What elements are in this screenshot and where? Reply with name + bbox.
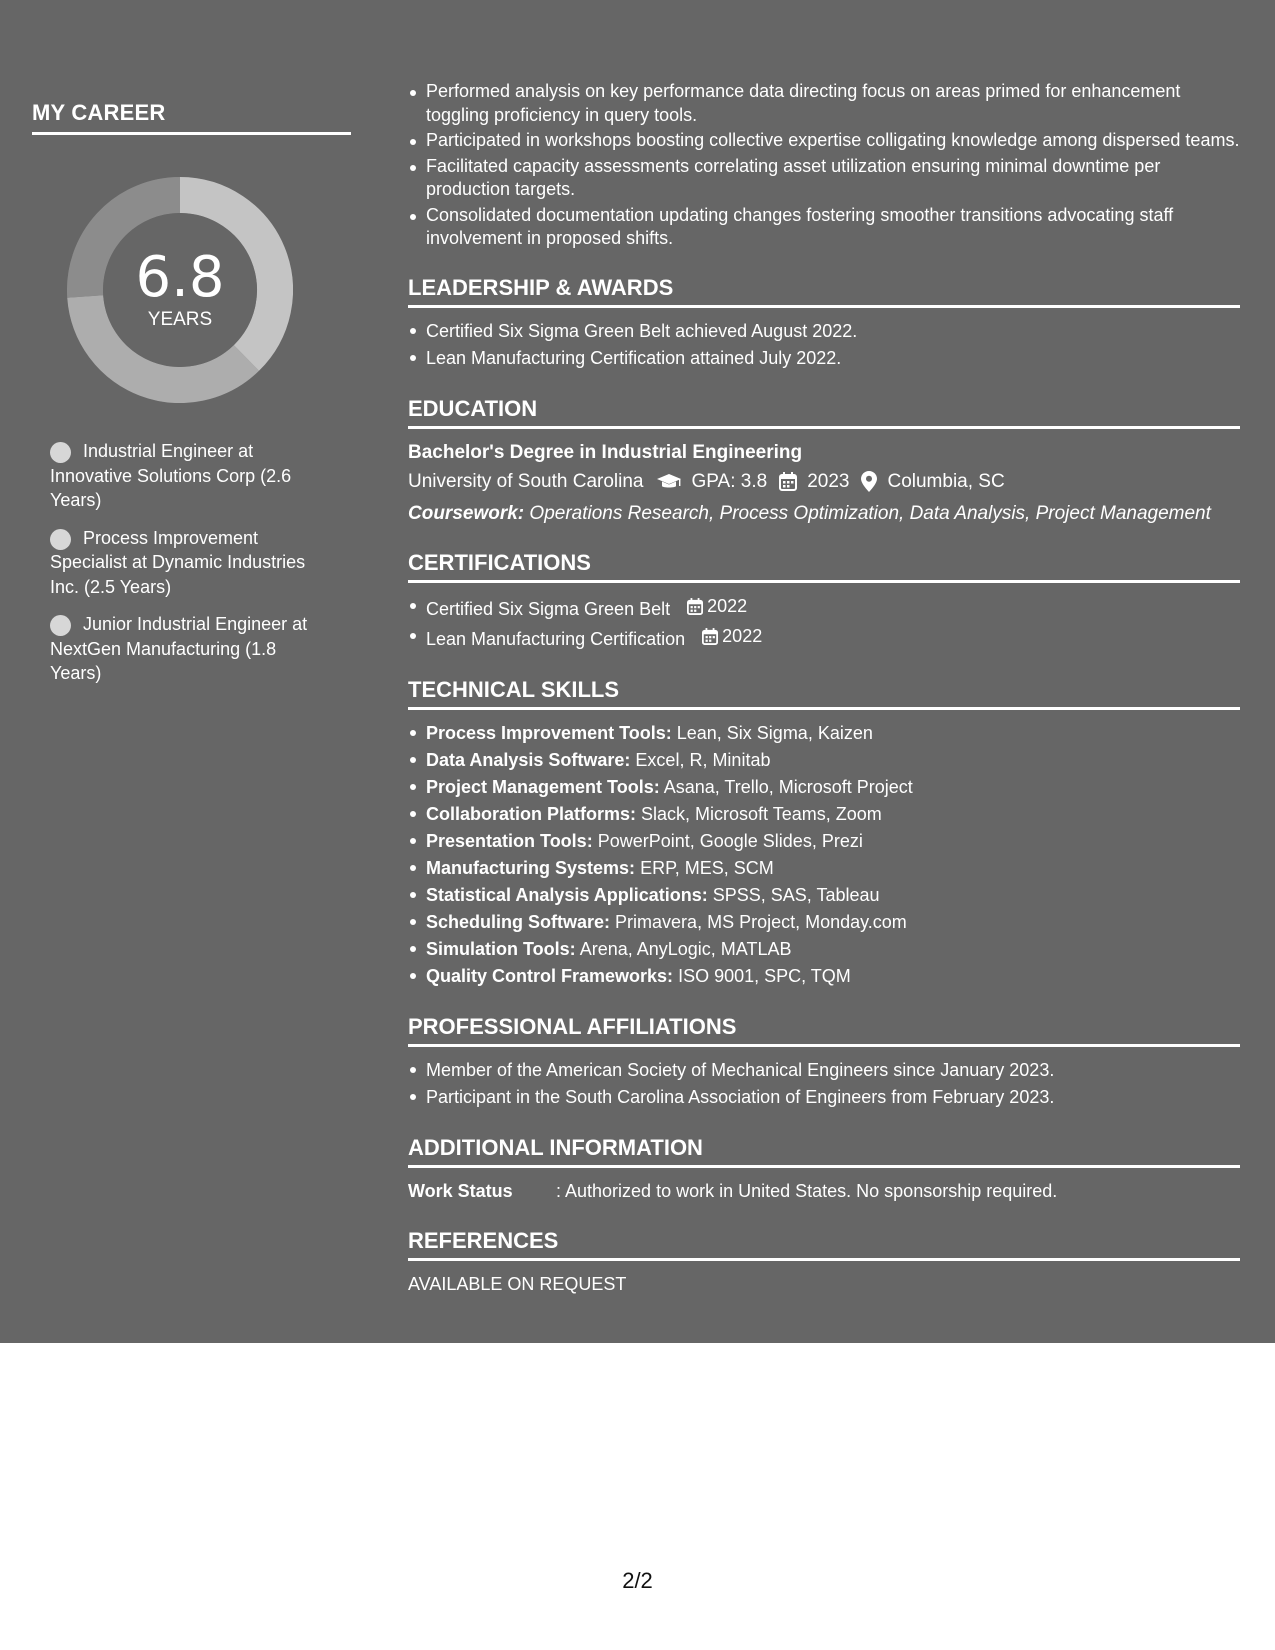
skill-item: Manufacturing Systems: ERP, MES, SCM	[426, 855, 1240, 882]
affiliations-section-title: PROFESSIONAL AFFILIATIONS	[408, 1014, 1240, 1047]
skill-item: Quality Control Frameworks: ISO 9001, SPC, TQM	[426, 963, 1240, 990]
education-location: Columbia, SC	[887, 470, 1005, 492]
legend-dot-icon	[50, 615, 71, 636]
leadership-list	[408, 318, 1240, 372]
certifications-list	[408, 593, 1240, 653]
skill-item: Statistical Analysis Applications: SPSS, SAS, Tableau	[426, 882, 1240, 909]
work-status-row	[408, 1178, 1240, 1204]
calendar-icon	[687, 598, 703, 615]
skill-item: Data Analysis Software: Excel, R, Minitab	[426, 747, 1240, 774]
experience-bullet: Participated in workshops boosting collective expertise colligating knowledge among dispersed teams.	[426, 129, 1240, 153]
skill-item: Presentation Tools: PowerPoint, Google Slides, Prezi	[426, 828, 1240, 855]
calendar-icon	[779, 472, 797, 491]
certification-name: Lean Manufacturing Certification	[426, 628, 686, 649]
skill-item: Scheduling Software: Primavera, MS Project, Monday.com	[426, 909, 1240, 936]
legend-dot-icon	[50, 442, 71, 463]
left-column	[32, 100, 351, 699]
page-number: 2/2	[622, 1568, 653, 1593]
career-item: Junior Industrial Engineer at NextGen Manufacturing (1.8 Years)	[50, 614, 308, 683]
skill-item: Simulation Tools: Arena, AnyLogic, MATLAB	[426, 936, 1240, 963]
legend-dot-icon	[50, 529, 71, 550]
certification-item	[426, 623, 1240, 653]
certification-item	[426, 593, 1240, 623]
education-school: University of South Carolina	[408, 470, 644, 492]
experience-bullet: Facilitated capacity assessments correlating asset utilization ensuring minimal downtime per production targets.	[426, 155, 1240, 202]
graduation-cap-icon	[656, 473, 682, 491]
coursework-label: Coursework:	[408, 502, 525, 524]
leadership-item: Lean Manufacturing Certification attained July 2022.	[426, 345, 1240, 372]
calendar-icon	[702, 628, 718, 645]
education-degree: Bachelor's Degree in Industrial Engineering	[408, 441, 803, 463]
education-coursework	[408, 501, 1240, 526]
additional-info-section-title: ADDITIONAL INFORMATION	[408, 1135, 1240, 1168]
career-list	[32, 439, 332, 686]
certification-name: Certified Six Sigma Green Belt	[426, 598, 671, 619]
career-donut-chart	[67, 177, 293, 403]
certifications-section-title: CERTIFICATIONS	[408, 550, 1240, 583]
experience-bullet: Consolidated documentation updating changes fostering smoother transitions advocating staff involvement in proposed shifts.	[426, 204, 1240, 251]
references-section-title: REFERENCES	[408, 1228, 1240, 1261]
leadership-section-title: LEADERSHIP & AWARDS	[408, 275, 1240, 308]
skills-section-title: TECHNICAL SKILLS	[408, 677, 1240, 710]
total-years-value: 6.8	[135, 245, 225, 310]
skill-item: Collaboration Platforms: Slack, Microsoft Teams, Zoom	[426, 801, 1240, 828]
education-details	[408, 467, 1240, 497]
skills-list	[408, 720, 1240, 990]
location-pin-icon	[861, 471, 877, 492]
career-item: Process Improvement Specialist at Dynamic Industries Inc. (2.5 Years)	[50, 527, 306, 597]
certification-year: 2022	[707, 595, 748, 616]
work-status-value: : Authorized to work in United States. No sponsorship required.	[556, 1180, 1058, 1201]
skill-item: Process Improvement Tools: Lean, Six Sigma, Kaizen	[426, 720, 1240, 747]
right-column	[408, 80, 1240, 1297]
education-gpa: GPA: 3.8	[691, 470, 768, 492]
skill-item: Project Management Tools: Asana, Trello, Microsoft Project	[426, 774, 1240, 801]
affiliations-list	[408, 1057, 1240, 1111]
experience-bullet: Performed analysis on key performance data directing focus on areas primed for enhancement toggling proficiency in query tools.	[426, 80, 1240, 127]
certification-year: 2022	[722, 625, 763, 646]
education-section-title: EDUCATION	[408, 396, 1240, 429]
total-years-unit: YEARS	[147, 309, 213, 330]
experience-bullets	[408, 80, 1240, 251]
affiliation-item: Participant in the South Carolina Association of Engineers from February 2023.	[426, 1084, 1240, 1111]
career-item: Industrial Engineer at Innovative Solutions Corp (2.6 Years)	[50, 441, 292, 510]
work-status-label: Work Status	[408, 1180, 513, 1201]
coursework-text: Operations Research, Process Optimization, Data Analysis, Project Management	[529, 502, 1211, 524]
career-section-title: MY CAREER	[32, 100, 351, 135]
education-year: 2023	[807, 470, 850, 492]
leadership-item: Certified Six Sigma Green Belt achieved August 2022.	[426, 318, 1240, 345]
affiliation-item: Member of the American Society of Mechanical Engineers since January 2023.	[426, 1057, 1240, 1084]
references-text: AVAILABLE ON REQUEST	[408, 1273, 627, 1294]
donut-center	[67, 177, 293, 403]
